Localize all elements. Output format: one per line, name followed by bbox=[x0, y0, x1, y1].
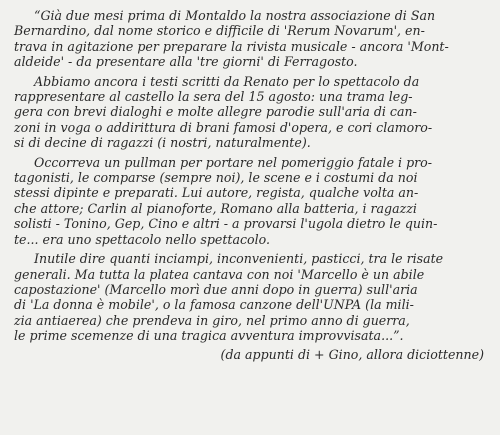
text-line: zia antiaerea) che prendeva in giro, nel primo anno di guerra, bbox=[14, 312, 410, 328]
text-line: zoni in voga o addirittura di brani famosi d'opera, e cori clamoro- bbox=[14, 119, 433, 135]
text-line: Bernardino, dal nome storico e difficile di 'Rerum Novarum', en- bbox=[14, 23, 425, 39]
paragraph-4 bbox=[14, 251, 486, 343]
text-line: “Già due mesi prima di Montaldo la nostra associazione di San bbox=[34, 8, 436, 23]
text-line: generali. Ma tutta la platea cantava con noi 'Marcello è un abile bbox=[14, 266, 425, 282]
text-line: si di decine di ragazzi (i nostri, naturalmente). bbox=[14, 135, 311, 151]
paragraph-3 bbox=[14, 155, 486, 247]
text-line: trava in agitazione per preparare la rivista musicale - ancora 'Mont- bbox=[14, 38, 449, 54]
text-line: che attore; Carlin al pianoforte, Romano alla batteria, i ragazzi bbox=[14, 200, 417, 216]
text-line: stessi dipinte e preparati. Lui autore, regista, qualche volta an- bbox=[14, 185, 419, 201]
text-line: Occorreva un pullman per portare nel pomeriggio fatale i pro- bbox=[34, 154, 432, 170]
text-line: te... era uno spettacolo nello spettacolo. bbox=[14, 231, 271, 247]
text-line: gera con brevi dialoghi e molte allegre parodie sull'aria di can- bbox=[14, 104, 417, 120]
text-line: Inutile dire quanti inciampi, inconvenienti, pasticci, tra le risate bbox=[34, 251, 444, 267]
text-line: le prime scemenze di una tragica avventura improvvisata...”. bbox=[14, 328, 404, 344]
text-line: di 'La donna è mobile', o la famosa canzone dell'UNPA (la mili- bbox=[14, 297, 414, 313]
paragraph-1 bbox=[14, 8, 486, 70]
text-line: capostazione' (Marcello morì due anni dopo in guerra) sull'aria bbox=[14, 281, 418, 297]
text-line: rappresentare al castello la sera del 15 agosto: una trama leg- bbox=[14, 89, 413, 105]
text-line: aldeide' - da presentare alla 'tre giorni' di Ferragosto. bbox=[14, 54, 358, 70]
text-line: tagonisti, le comparse (sempre noi), le scene e i costumi da noi bbox=[14, 170, 418, 186]
text-line: solisti - Tonino, Gep, Cino e altri - a provarsi l'ugola dietro le quin- bbox=[14, 216, 438, 232]
signature-attribution: (da appunti di + Gino, allora diciottenne) bbox=[220, 346, 484, 362]
paragraph-2 bbox=[14, 74, 486, 151]
text-line: Abbiamo ancora i testi scritti da Renato per lo spettacolo da bbox=[34, 73, 420, 89]
